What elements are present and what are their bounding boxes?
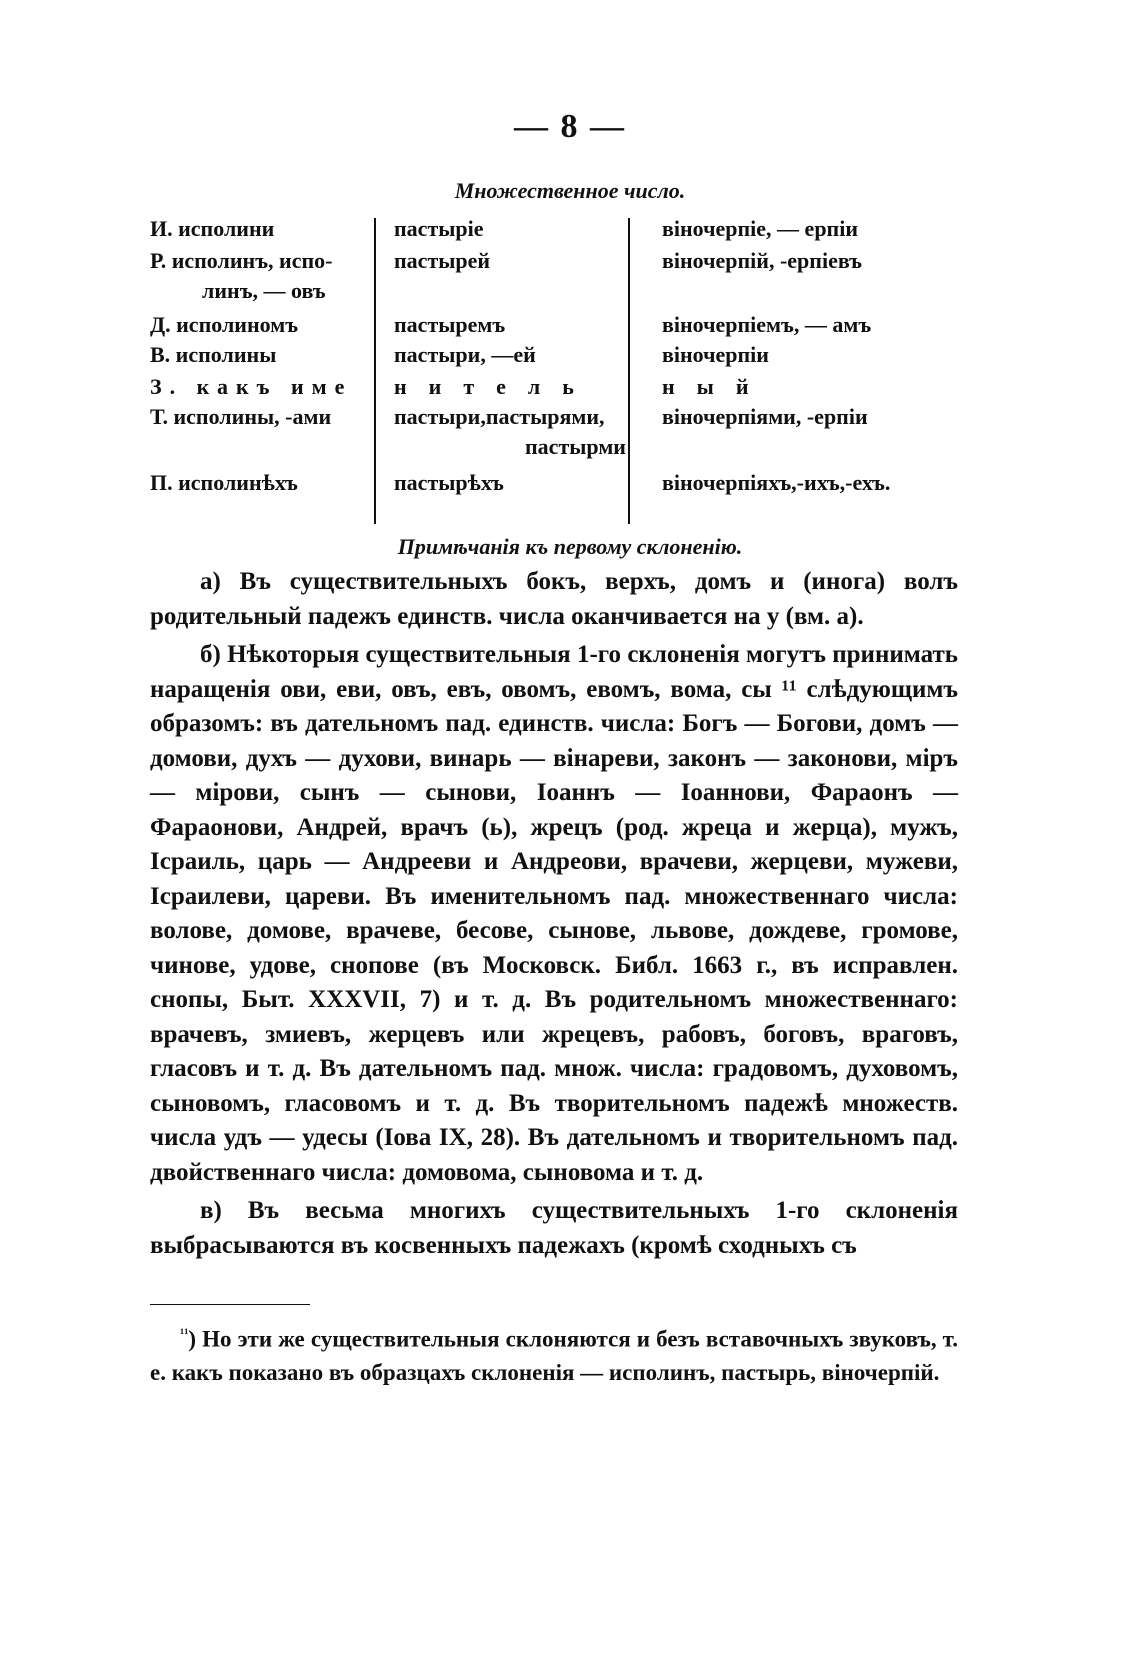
table-cell: пастыри, —ей xyxy=(394,342,536,367)
case-prepositional: П. исполинѣхъ xyxy=(150,470,298,495)
footnote-paragraph xyxy=(150,1318,958,1389)
table-cell: пастыри,пастырями, xyxy=(394,404,605,429)
table-cell: ный xyxy=(662,374,771,399)
note-paragraph-b: б) Нѣкоторыя существительныя 1-го склоненія могутъ принимать наращенія ови, еви, овъ, евъ, овомъ, евомъ, вома, сы ¹¹ слѣдующимъ образомъ: въ дательномъ пад. единств. числа: Богъ — Богови, домъ — домови, духъ — духови, винарь — вінареви, законъ — законови, міръ — мірови, сынъ — сынови, Іоаннъ — Іоаннови, Фараонъ — Фараонови, Андрей, врачъ (ь), жрецъ (род. жреца и жерца), мужъ, Ісраиль, царь — Андрееви и Андреови, врачеви, жерцеви, мужеви, Ісраилеви, цареви. Въ именительномъ пад. множественнаго числа: волове, домове, врачеве, бесове, сынове, львове, дождеве, громове, чинове, удове, снопове (въ Московск. Библ. 1663 г., въ исправлен. снопы, Быт. XXXVII, 7) и т. д. Въ родительномъ множественнаго: врачевъ, змиевъ, жерцевъ или жрецевъ, рабовъ, боговъ, враговъ, гласовъ и т. д. Въ дательномъ пад. множ. числа: градовомъ, духовомъ, сыновомъ, гласовомъ и т. д. Въ творительномъ падежѣ множеств. числа удъ — удесы (Іова IX, 28). Въ дательномъ и творительномъ пад. двойственнаго числа: домовома, сыновома и т. д. xyxy=(150,641,958,1186)
notes-body xyxy=(150,565,958,1267)
footnote xyxy=(150,1318,958,1389)
table-cell: віночерпіемъ, — амъ xyxy=(662,312,872,337)
case-dative: Д. исполиномъ xyxy=(150,312,299,337)
footnote-text: ) Но эти же существительныя склоняются и безъ вставочныхъ звуковъ, т. е. какъ показано въ образцахъ склоненія — исполинъ, пастырь, віночерпій. xyxy=(150,1326,958,1385)
table-cell-cont: пастырми xyxy=(525,434,626,459)
table-cell: пастыріе xyxy=(394,216,484,241)
table-cell: віночерпіи xyxy=(662,342,769,367)
table-cell: пастыремъ xyxy=(394,312,506,337)
table-cell: пастырей xyxy=(394,248,491,273)
case-genitive-cont: линъ, — овъ xyxy=(202,278,326,303)
case-genitive: Р. исполинъ, испо- xyxy=(150,248,333,273)
case-accusative: В. исполины xyxy=(150,342,277,367)
footnote-marker: ¹¹ xyxy=(180,1327,189,1342)
footnote-rule xyxy=(150,1304,310,1305)
page-number: — 8 — xyxy=(514,108,626,145)
note-paragraph-c: в) Въ весьма многихъ существительныхъ 1-го склоненія выбрасываются въ косвенныхъ падежахъ (кромѣ сходныхъ съ xyxy=(150,1197,958,1259)
case-vocative: З. какъ име xyxy=(150,374,353,399)
declension-table xyxy=(150,214,960,530)
table-cell: віночерпіями, -ерпіи xyxy=(662,404,868,429)
table-cell: пастырѣхъ xyxy=(394,470,504,495)
case-instrumental: Т. исполины, -ами xyxy=(150,404,332,429)
table-cell: віночерпій, -ерпіевъ xyxy=(662,248,863,273)
table-cell: віночерпіе, — ерпіи xyxy=(662,216,859,241)
note-paragraph-a: а) Въ существительныхъ бокъ, верхъ, домъ и (инога) волъ родительный падежъ единств. числа оканчивается на у (вм. а). xyxy=(150,568,958,630)
table-cell: нитель xyxy=(394,374,596,399)
notes-title: Примѣчанія къ первому склоненію. xyxy=(397,534,743,559)
table-cell: віночерпіяхъ,-ихъ,-ехъ. xyxy=(662,470,891,495)
case-nominative: И. исполини xyxy=(150,216,275,241)
table-title: Множественное число. xyxy=(454,178,686,203)
